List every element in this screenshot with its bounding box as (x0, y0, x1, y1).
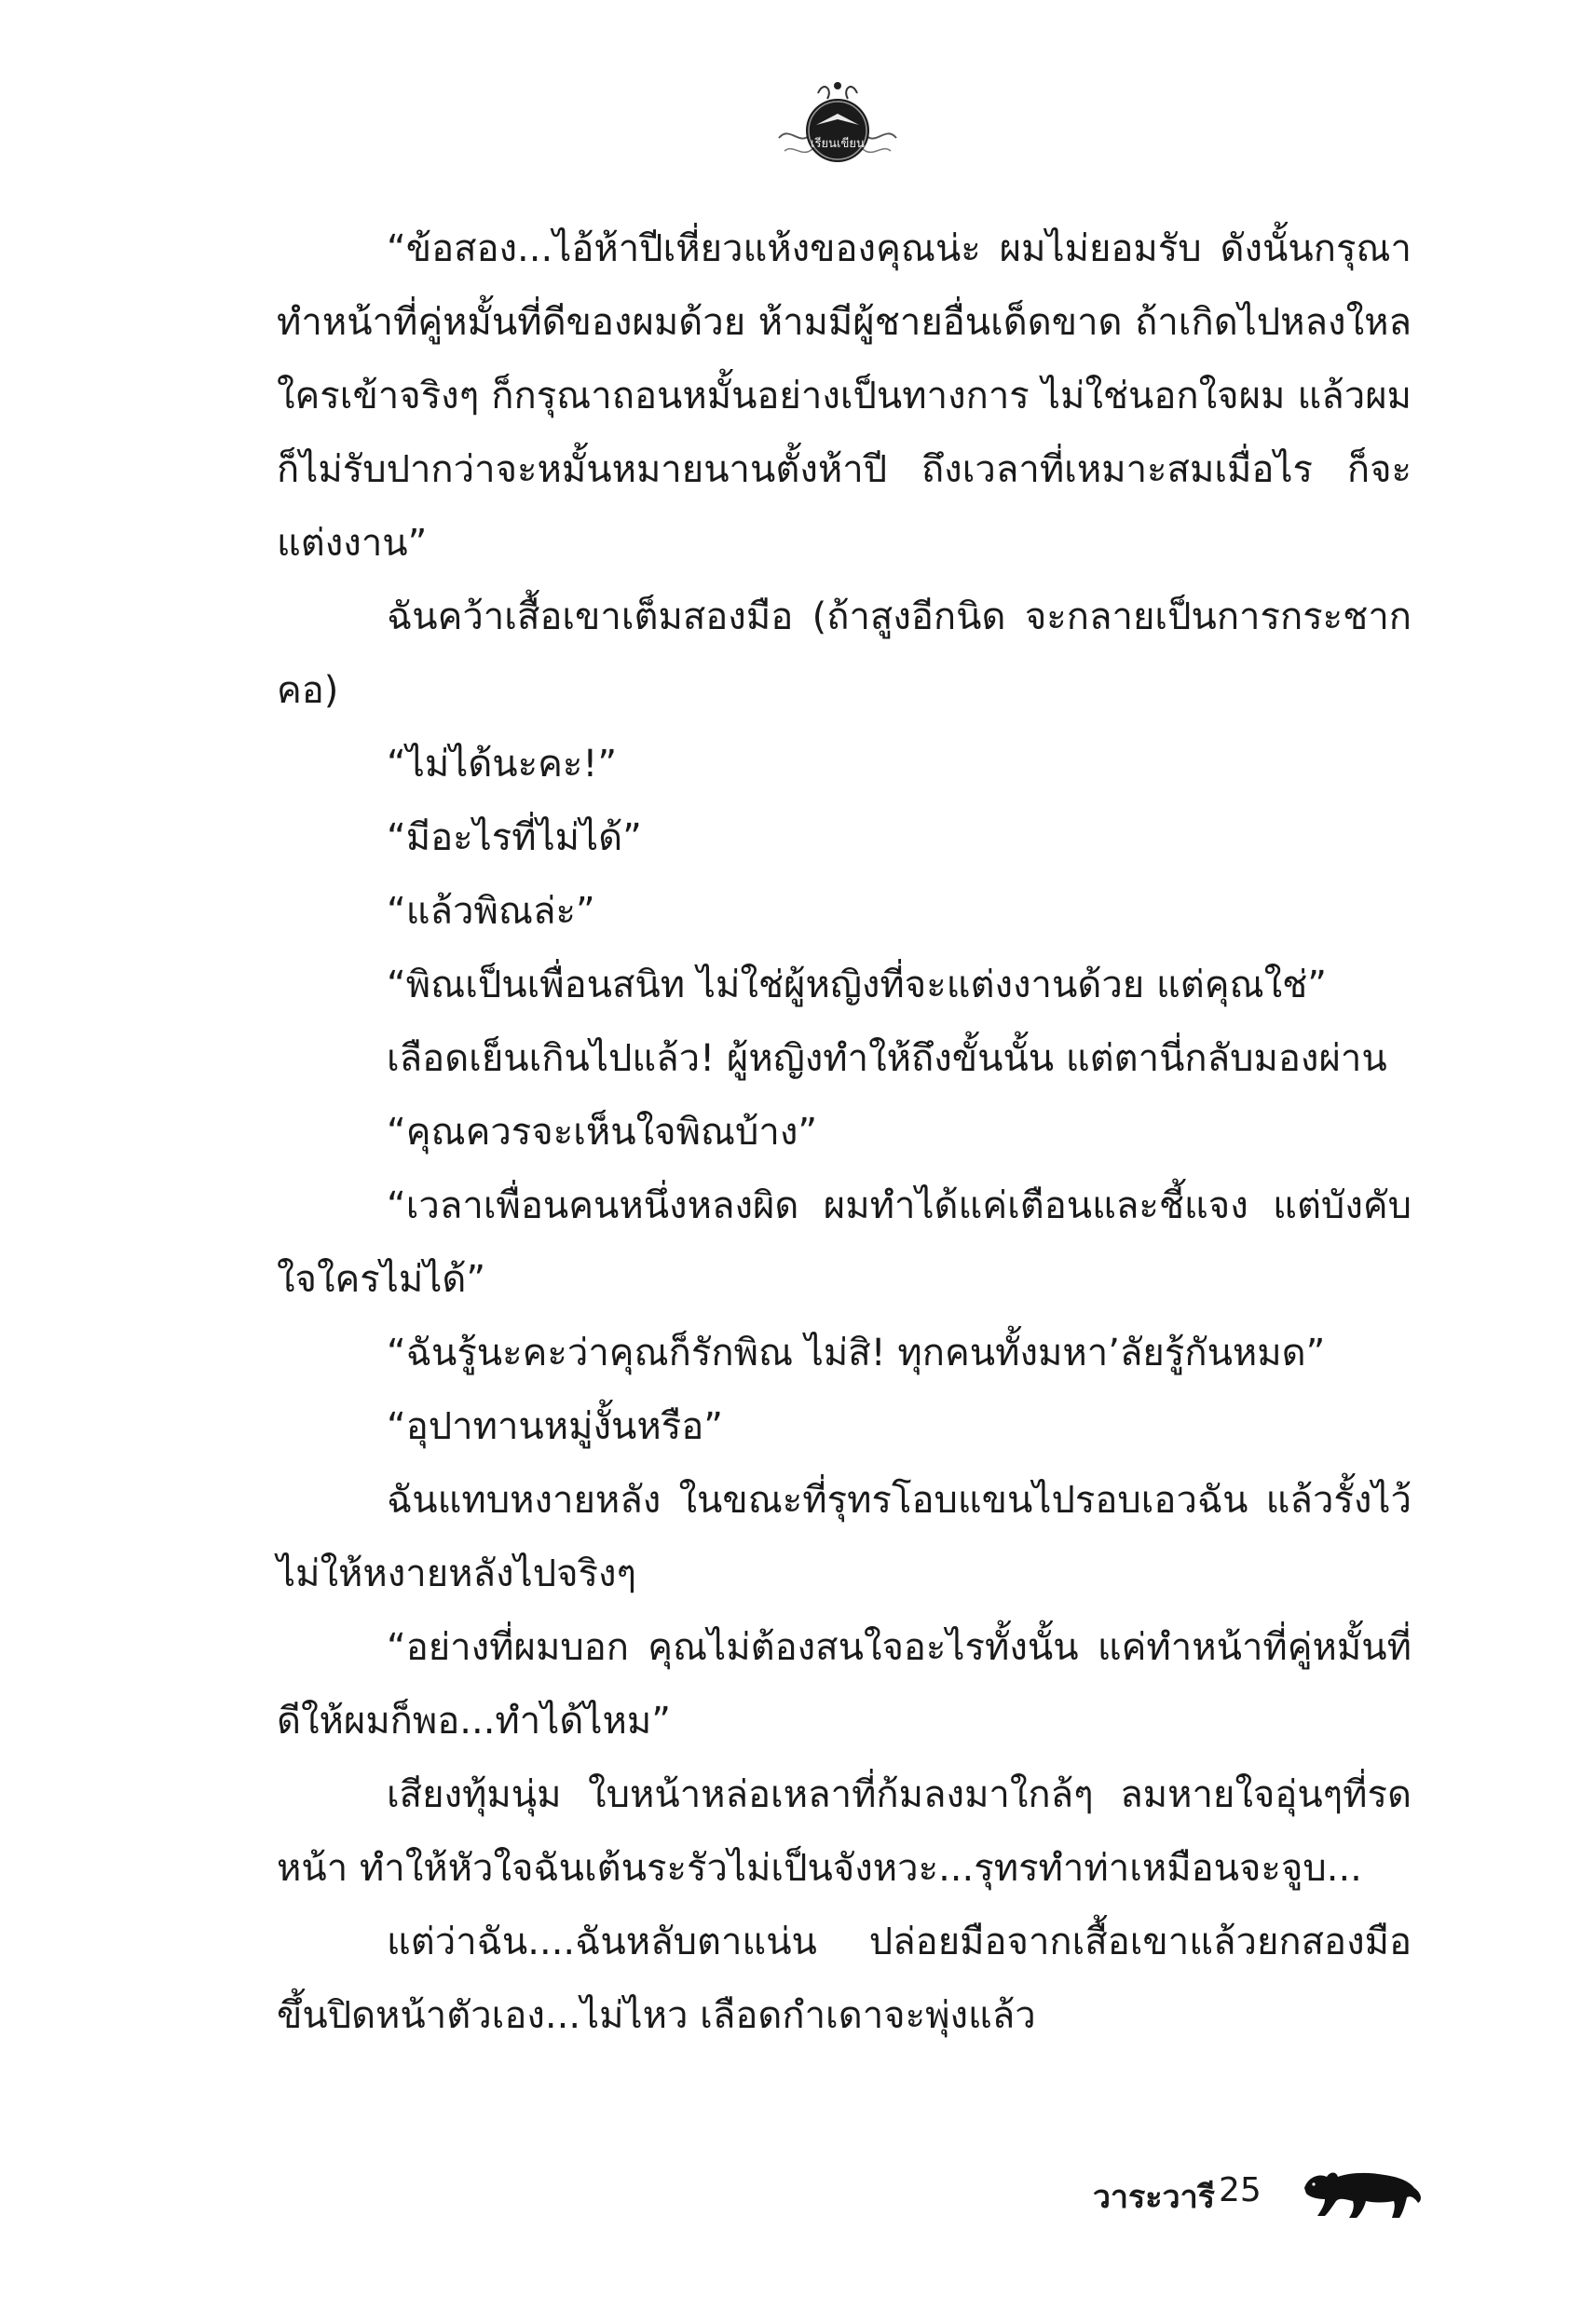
page-number: 25 (1219, 2171, 1262, 2209)
paragraph: “อย่างที่ผมบอก คุณไม่ต้องสนใจอะไรทั้งนั้น แค่ทำหน้าที่คู่หมั้นที่ดีให้ผมก็พอ...ทำได้ไหม” (277, 1626, 1412, 1743)
paragraph: “แล้วพิณล่ะ” (387, 890, 595, 933)
paragraph: เลือดเย็นเกินไปแล้ว! ผู้หญิงทำให้ถึงขั้นนั้น แต่ตานี่กลับมองผ่าน (387, 1037, 1387, 1080)
publisher-logo-icon (771, 73, 904, 177)
black-panther-icon (1299, 2160, 1425, 2223)
paragraph: ฉันคว้าเสื้อเขาเต็มสองมือ (ถ้าสูงอีกนิด จะกลายเป็นการกระชากคอ) (277, 595, 1412, 712)
paragraph: “คุณควรจะเห็นใจพิณบ้าง” (387, 1111, 818, 1154)
paragraph: “มีอะไรที่ไม่ได้” (387, 816, 642, 859)
page-footer (1044, 2160, 1435, 2225)
paragraph: แต่ว่าฉัน....ฉันหลับตาแน่น ปล่อยมือจากเสื้อเขาแล้วยกสองมือขึ้นปิดหน้าตัวเอง...ไม่ไหว เลือดกำเดาจะพุ่งแล้ว (277, 1921, 1412, 2037)
paragraph: “ฉันรู้นะคะว่าคุณก็รักพิณ ไม่สิ! ทุกคนทั้งมหา’ลัยรู้กันหมด” (387, 1332, 1326, 1374)
publisher-logo-text: เรียนเขียน (811, 137, 865, 151)
story-text (277, 212, 1412, 2053)
paragraph: “พิณเป็นเพื่อนสนิท ไม่ใช่ผู้หญิงที่จะแต่งงานด้วย แต่คุณใช่” (387, 964, 1327, 1006)
paragraph: “เวลาเพื่อนคนหนึ่งหลงผิด ผมทำได้แค่เตือนและชี้แจง แต่บังคับใจใครไม่ได้” (277, 1184, 1412, 1301)
book-title: วาระวารี (1092, 2179, 1215, 2216)
paragraph: ฉันแทบหงายหลัง ในขณะที่รุทรโอบแขนไปรอบเอวฉัน แล้วรั้งไว้ไม่ให้หงายหลังไปจริงๆ (277, 1479, 1412, 1595)
paragraph: “ไม่ได้นะคะ!” (387, 743, 618, 786)
paragraph: “อุปาทานหมู่งั้นหรือ” (387, 1405, 723, 1448)
paragraph: “ข้อสอง...ไอ้ห้าปีเหี่ยวแห้งของคุณน่ะ ผมไม่ยอมรับ ดังนั้นกรุณาทำหน้าที่คู่หมั้นที่ดีของผมด้วย ห้ามมีผู้ชายอื่นเด็ดขาด ถ้าเกิดไปหลงใหลใครเข้าจริงๆ ก็กรุณาถอนหมั้นอย่างเป็นทางการ ไม่ใช่นอกใจผม แล้วผมก็ไม่รับปากว่าจะหมั้นหมายนานตั้งห้าปี ถึงเวลาที่เหมาะสมเมื่อไร ก็จะแต่งงาน” (277, 227, 1412, 565)
paragraph: เสียงทุ้มนุ่ม ใบหน้าหล่อเหลาที่ก้มลงมาใกล้ๆ ลมหายใจอุ่นๆที่รดหน้า ทำให้หัวใจฉันเต้นระรัวไม่เป็นจังหวะ...รุทรทำท่าเหมือนจะจูบ... (277, 1773, 1412, 1890)
